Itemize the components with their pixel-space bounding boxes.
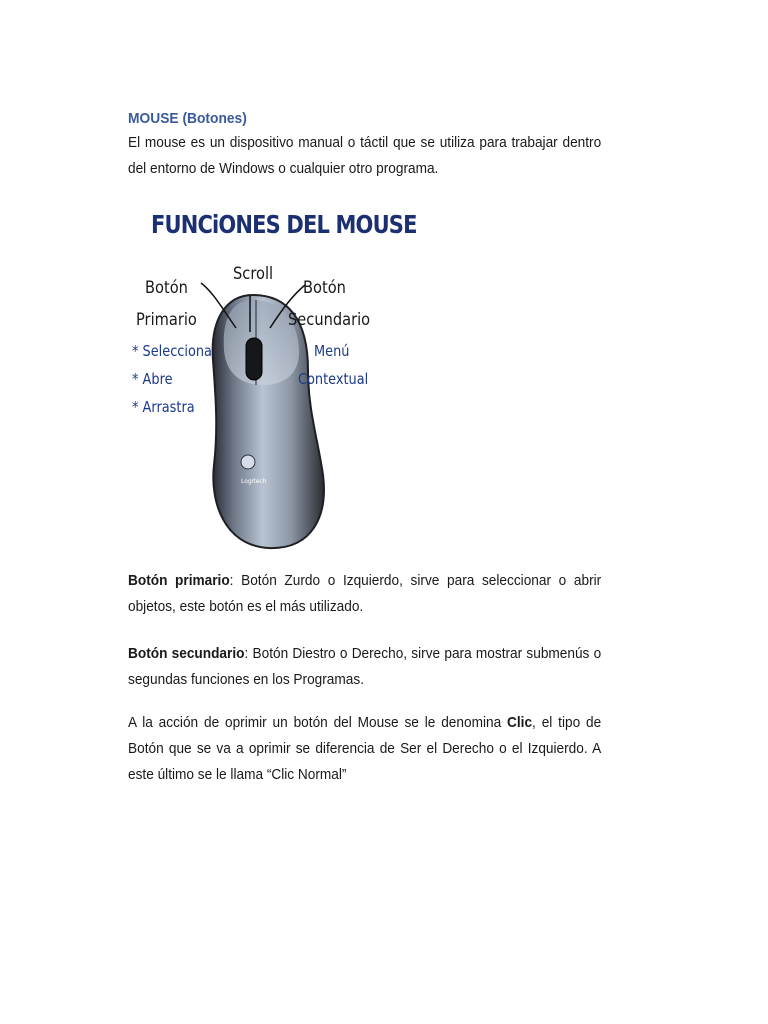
right-button-sublabel: Secundario	[288, 310, 371, 330]
right-item: Menú	[314, 342, 350, 360]
click-paragraph	[128, 710, 601, 788]
left-button-label: Botón	[145, 278, 188, 298]
click-term: Clic	[507, 714, 533, 731]
scroll-label: Scroll	[233, 264, 274, 284]
left-button-sublabel: Primario	[136, 310, 197, 330]
logo-mark	[241, 455, 255, 469]
right-button-label: Botón	[303, 278, 346, 298]
right-item: Contextual	[298, 370, 369, 388]
brand-text: Logitech	[241, 478, 267, 485]
click-text-before: A la acción de oprimir un botón del Mouse se le denomina	[128, 714, 508, 731]
left-item: * Selecciona	[132, 342, 212, 360]
click-text-after: , el tipo de Botón que se va a oprimir se diferencia de Ser el Derecho o el Izquierdo. A este último se le llama “Clic Normal”	[128, 714, 602, 783]
intro-paragraph: El mouse es un dispositivo manual o táctil que se utiliza para trabajar dentro del entorno de Windows o cualquier otro programa.	[128, 134, 602, 177]
mouse-functions-figure	[118, 200, 417, 555]
secondary-button-term: Botón secundario	[128, 645, 245, 662]
secondary-button-text: : Botón Diestro o Derecho, sirve para mostrar submenús o segundas funciones en los Programas.	[128, 645, 602, 688]
left-item: * Arrastra	[132, 398, 195, 416]
primary-button-term: Botón primario	[128, 572, 230, 589]
secondary-button-paragraph	[128, 641, 601, 693]
page-title: MOUSE (Botones)	[128, 110, 247, 127]
left-item: * Abre	[132, 370, 173, 388]
primary-button-paragraph	[128, 568, 601, 620]
primary-button-text: : Botón Zurdo o Izquierdo, sirve para seleccionar o abrir objetos, este botón es el más utilizado.	[128, 572, 602, 615]
figure-title: FUNCiONES DEL MOUSE	[151, 210, 417, 239]
scroll-wheel	[246, 338, 262, 380]
